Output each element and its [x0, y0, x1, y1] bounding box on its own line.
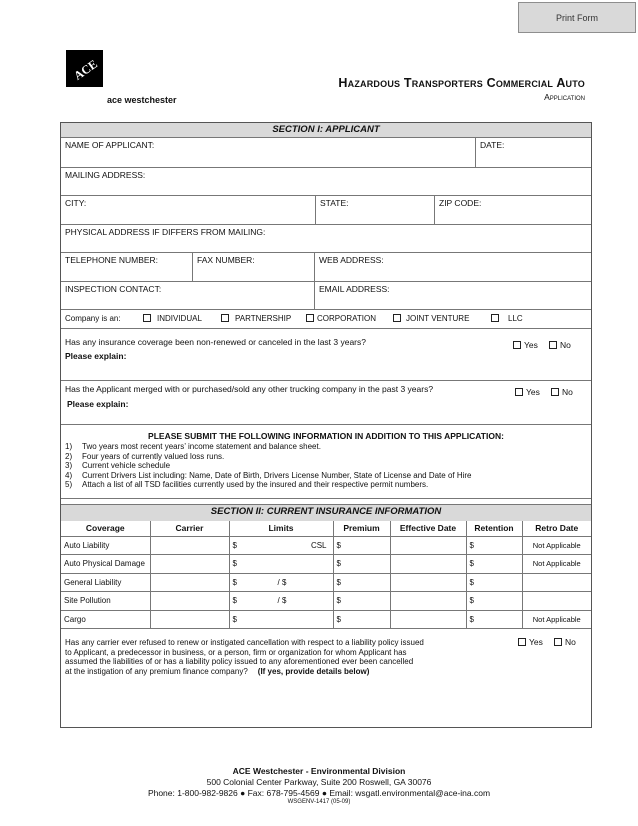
checkbox-icon[interactable]: [554, 638, 562, 646]
carrier-cell[interactable]: [150, 592, 229, 611]
no-label: No: [562, 387, 573, 397]
col-premium: Premium: [333, 521, 390, 536]
carrier-cell[interactable]: [150, 573, 229, 592]
table-row: [61, 555, 591, 574]
individual-label: INDIVIDUAL: [157, 314, 202, 323]
merged-no[interactable]: [551, 387, 573, 398]
inspection-contact-field[interactable]: [61, 282, 314, 309]
company-type-individual[interactable]: [143, 314, 202, 324]
print-form-button[interactable]: Print Form: [518, 2, 636, 33]
refusal-no[interactable]: [554, 637, 576, 648]
requirements-title: PLEASE SUBMIT THE FOLLOWING INFORMATION IN ADDITION TO THIS APPLICATION:: [148, 431, 504, 441]
refusal-line: Has any carrier ever refused to renew or instigated cancellation with respect to a liability policy issued: [65, 638, 424, 647]
section2-header: [61, 505, 591, 521]
effective-date-cell[interactable]: [390, 536, 466, 555]
joint-venture-label: JOINT VENTURE: [406, 314, 470, 323]
fax-label: FAX NUMBER:: [197, 255, 255, 265]
bullet-icon: ●: [321, 788, 330, 798]
footer-address: 500 Colonial Center Parkway, Suite 200 Roswell, GA 30076: [206, 777, 432, 787]
telephone-field[interactable]: [61, 253, 192, 281]
effective-date-cell[interactable]: [390, 610, 466, 629]
company-type-joint-venture[interactable]: [393, 314, 469, 324]
carrier-cell[interactable]: [150, 610, 229, 629]
checkbox-icon[interactable]: [518, 638, 526, 646]
question-merged: Has the Applicant merged with or purchased/sold any other trucking company in the past 3 years?: [65, 384, 434, 394]
bullet-icon: ●: [240, 788, 248, 798]
checkbox-icon[interactable]: [143, 314, 151, 322]
question-nonrenewed: Has any insurance coverage been non-renewed or canceled in the last 3 years?: [65, 337, 366, 347]
retro-date-cell: Not Applicable: [522, 536, 591, 555]
company-type-llc[interactable]: [491, 314, 523, 324]
footer-form-code: WSGENV-1417 (05-09): [287, 799, 351, 805]
yes-label: Yes: [526, 387, 540, 397]
llc-label: LLC: [508, 314, 523, 323]
brand-name: ace westchester: [107, 95, 177, 105]
inspection-label: INSPECTION CONTACT:: [65, 284, 162, 294]
col-retention: Retention: [466, 521, 522, 536]
svg-text:ACE: ACE: [70, 56, 100, 83]
retention-cell[interactable]: $: [466, 573, 522, 592]
city-label: CITY:: [65, 198, 87, 208]
effective-date-cell[interactable]: [390, 573, 466, 592]
col-coverage: Coverage: [61, 521, 150, 536]
state-label: STATE:: [320, 198, 349, 208]
limits-cell[interactable]: $ / $: [229, 573, 333, 592]
coverage-cell: Site Pollution: [61, 592, 150, 611]
company-type-partnership[interactable]: [221, 314, 291, 324]
retro-date-cell: Not Applicable: [522, 555, 591, 574]
checkbox-icon[interactable]: [221, 314, 229, 322]
effective-date-cell[interactable]: [390, 555, 466, 574]
yes-label: Yes: [529, 637, 543, 647]
list-item: 2) Four years of currently valued loss runs.: [65, 451, 225, 461]
email-label: EMAIL ADDRESS:: [319, 284, 390, 294]
web-label: WEB ADDRESS:: [319, 255, 384, 265]
coverage-cell: Auto Physical Damage: [61, 555, 150, 574]
zip-field[interactable]: [434, 196, 591, 224]
checkbox-icon[interactable]: [393, 314, 401, 322]
row-mailing: [61, 168, 591, 196]
coverage-cell: Cargo: [61, 610, 150, 629]
col-retro-date: Retro Date: [522, 521, 591, 536]
retention-cell[interactable]: $: [466, 610, 522, 629]
refusal-yes[interactable]: [518, 637, 543, 648]
col-carrier: Carrier: [150, 521, 229, 536]
row-question-nonrenewed: [61, 329, 591, 381]
merged-yes[interactable]: [515, 387, 540, 398]
coverage-cell: Auto Liability: [61, 536, 150, 555]
premium-cell[interactable]: $: [333, 610, 390, 629]
form-title: Hazardous Transporters Commercial Auto: [338, 76, 585, 90]
list-item: 3) Current vehicle schedule: [65, 461, 171, 471]
section1-header: [61, 123, 591, 138]
zip-label: ZIP CODE:: [439, 198, 482, 208]
row-company-type: [61, 310, 591, 329]
applicant-name-field[interactable]: [61, 138, 475, 167]
list-item: 5) Attach a list of all TSD facilities currently used by the insured and their respective permit numbers.: [65, 480, 429, 490]
row-city: [61, 196, 591, 225]
retention-cell[interactable]: $: [466, 555, 522, 574]
physical-address-field[interactable]: [61, 225, 591, 252]
application-form: [60, 122, 592, 728]
footer-fax: Fax: 678-795-4569: [247, 788, 320, 798]
effective-date-cell[interactable]: [390, 592, 466, 611]
list-item: 1) Two years most recent years’ income statement and balance sheet.: [65, 442, 321, 451]
retention-cell[interactable]: $: [466, 592, 522, 611]
list-item: 4) Current Drivers List including: Name, Date of Birth, Drivers License Number, State of License and Date of Hire: [65, 470, 472, 480]
refusal-line: assumed the liabilities of or has a liability policy issued to any aforementioned ever been cancelled: [65, 657, 414, 667]
corporation-label: CORPORATION: [317, 314, 376, 323]
row-physical: [61, 225, 591, 253]
row-inspection: [61, 282, 591, 310]
footer-phone: Phone: 1-800-982-9826: [147, 788, 238, 798]
col-effective-date: Effective Date: [390, 521, 466, 536]
checkbox-icon[interactable]: [549, 341, 557, 349]
retention-cell[interactable]: $: [466, 536, 522, 555]
city-field[interactable]: [61, 196, 315, 224]
premium-cell[interactable]: $: [333, 555, 390, 574]
nonrenewed-no[interactable]: [549, 340, 571, 351]
row-question-merged: [61, 381, 591, 425]
no-label: No: [565, 637, 576, 647]
state-field[interactable]: [315, 196, 434, 224]
footer-contact: [0, 788, 638, 798]
table-row: [61, 573, 591, 592]
table-row: [61, 536, 591, 555]
coverage-header-row: [61, 521, 591, 536]
refusal-line: to Applicant, a predecessor in business, or a person, firm or organization for whom Applicant has: [65, 647, 407, 657]
table-row: [61, 592, 591, 611]
premium-cell[interactable]: $: [333, 573, 390, 592]
applicant-name-label: NAME OF APPLICANT:: [65, 140, 155, 150]
question-merged-explain: Please explain:: [67, 399, 129, 409]
no-label: No: [560, 340, 571, 350]
limits-cell[interactable]: $ / $: [229, 592, 333, 611]
mailing-address-field[interactable]: [61, 168, 591, 195]
refusal-line: at the instigation of any premium finance company? (If yes, provide details below): [65, 666, 370, 676]
carrier-cell[interactable]: [150, 536, 229, 555]
refusal-note: (If yes, provide details below): [257, 666, 370, 676]
company-type-corporation[interactable]: [306, 314, 376, 324]
retro-date-cell: Not Applicable: [522, 610, 591, 629]
premium-cell[interactable]: $: [333, 536, 390, 555]
premium-cell[interactable]: $: [333, 592, 390, 611]
ace-logo-mark: [70, 54, 100, 84]
footer-email: Email: wsgatl.environmental@ace-ina.com: [329, 788, 491, 798]
checkbox-icon[interactable]: [515, 388, 523, 396]
checkbox-icon[interactable]: [491, 314, 499, 322]
mailing-label: MAILING ADDRESS:: [65, 170, 146, 180]
row-phone: [61, 253, 591, 282]
refusal-question: [65, 638, 505, 676]
section1-title: SECTION I: APPLICANT: [272, 124, 380, 135]
partnership-label: PARTNERSHIP: [235, 314, 292, 323]
coverage-table: [61, 521, 591, 629]
question-nonrenewed-explain: Please explain:: [65, 351, 127, 361]
email-address-field[interactable]: [314, 282, 591, 309]
col-limits: Limits: [229, 521, 333, 536]
coverage-cell: General Liability: [61, 573, 150, 592]
table-row: [61, 610, 591, 629]
limits-cell[interactable]: $: [229, 555, 333, 574]
web-address-field[interactable]: [314, 253, 591, 281]
company-is-label: Company is an:: [65, 314, 121, 323]
retro-date-cell[interactable]: [522, 573, 591, 592]
limits-cell[interactable]: $: [229, 610, 333, 629]
row-requirements: [61, 425, 591, 499]
date-field[interactable]: [475, 138, 591, 167]
nonrenewed-yes[interactable]: [513, 340, 538, 351]
telephone-label: TELEPHONE NUMBER:: [65, 255, 159, 265]
fax-field[interactable]: [192, 253, 314, 281]
retro-date-cell[interactable]: [522, 592, 591, 611]
checkbox-icon[interactable]: [306, 314, 314, 322]
checkbox-icon[interactable]: [551, 388, 559, 396]
requirements-list: [65, 442, 472, 490]
form-subtitle: Application: [544, 92, 585, 102]
row-applicant-name: [61, 138, 591, 168]
footer-company: ACE Westchester - Environmental Division: [232, 766, 406, 776]
date-label: DATE:: [480, 140, 505, 150]
ace-logo: [66, 50, 103, 87]
section2-title: SECTION II: CURRENT INSURANCE INFORMATION: [210, 506, 442, 517]
physical-label: PHYSICAL ADDRESS IF DIFFERS FROM MAILING:: [65, 227, 266, 237]
yes-label: Yes: [524, 340, 538, 350]
carrier-cell[interactable]: [150, 555, 229, 574]
checkbox-icon[interactable]: [513, 341, 521, 349]
limits-cell[interactable]: $ CSL: [229, 536, 333, 555]
